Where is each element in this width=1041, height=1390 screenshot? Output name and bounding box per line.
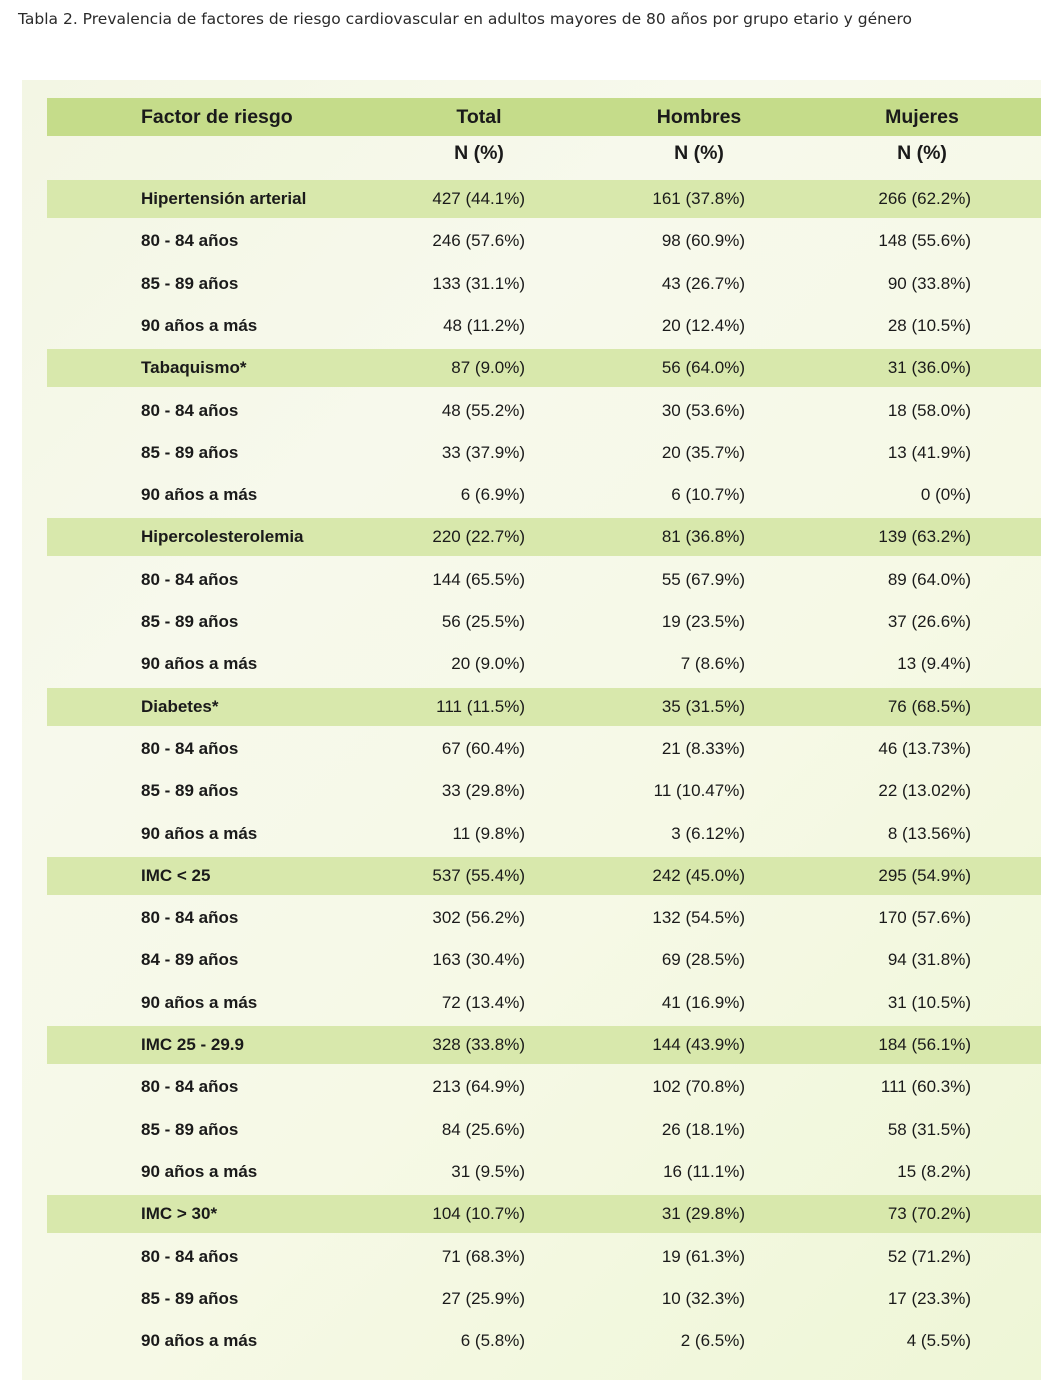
cell-mujeres: 73 (70.2%): [887, 1204, 971, 1224]
cell-hombres: 144 (43.9%): [652, 1035, 745, 1054]
row-label: 80 - 84 años: [141, 1246, 239, 1266]
cell-hombres: 19 (23.5%): [661, 612, 745, 631]
row-label: 90 años a más: [141, 1331, 258, 1351]
cell-total: 67 (60.4%): [441, 738, 525, 758]
cell-total: 71 (68.3%): [441, 1246, 525, 1266]
row-label: IMC 25 - 29.9: [141, 1035, 244, 1054]
group-row: [47, 688, 1041, 726]
unit-total: N (%): [454, 141, 504, 164]
cell-mujeres: 170 (57.6%): [878, 908, 971, 928]
table-row: [47, 476, 1041, 514]
cell-hombres: 69 (28.5%): [661, 950, 745, 970]
table-row: [47, 434, 1041, 472]
row-label: 85 - 89 años: [141, 781, 239, 801]
cell-hombres: 132 (54.5%): [652, 908, 745, 928]
cell-mujeres: 22 (13.02%): [878, 781, 971, 801]
cell-mujeres: 89 (64.0%): [887, 569, 971, 589]
row-label: 90 años a más: [141, 1161, 258, 1181]
table-row: [47, 307, 1041, 345]
cell-hombres: 2 (6.5%): [680, 1331, 745, 1351]
cell-mujeres: 52 (71.2%): [887, 1246, 971, 1266]
cell-mujeres: 31 (36.0%): [887, 358, 971, 378]
cell-hombres: 56 (64.0%): [661, 358, 745, 378]
row-label: 80 - 84 años: [141, 908, 239, 928]
cell-total: 87 (9.0%): [451, 358, 525, 378]
cell-total: 72 (13.4%): [441, 992, 525, 1012]
cell-mujeres: 76 (68.5%): [887, 696, 971, 716]
cell-hombres: 55 (67.9%): [661, 569, 745, 589]
group-row: [47, 1195, 1041, 1233]
cell-total: 31 (9.5%): [451, 1161, 525, 1181]
row-label: 85 - 89 años: [141, 442, 239, 462]
row-label: 85 - 89 años: [141, 273, 239, 293]
cell-mujeres: 15 (8.2%): [897, 1161, 971, 1181]
table-row: [47, 772, 1041, 810]
cell-mujeres: 37 (26.6%): [887, 612, 971, 631]
cell-total: 246 (57.6%): [432, 231, 525, 251]
unit-row: [47, 134, 1041, 172]
cell-mujeres: 18 (58.0%): [887, 400, 971, 420]
table-row: [47, 1280, 1041, 1318]
group-row: [47, 349, 1041, 387]
cell-total: 6 (5.8%): [460, 1331, 525, 1351]
cell-mujeres: 148 (55.6%): [878, 231, 971, 251]
table-row: [47, 899, 1041, 937]
cell-hombres: 10 (32.3%): [661, 1288, 745, 1308]
row-label: 90 años a más: [141, 315, 258, 335]
table-row: [47, 1238, 1041, 1276]
cell-hombres: 102 (70.8%): [652, 1077, 745, 1097]
cell-hombres: 16 (11.1%): [663, 1161, 745, 1181]
cell-mujeres: 94 (31.8%): [887, 950, 971, 970]
row-label: 85 - 89 años: [141, 1288, 239, 1308]
table-row: [47, 265, 1041, 303]
row-label: IMC > 30*: [141, 1204, 218, 1224]
cell-total: 163 (30.4%): [432, 950, 525, 970]
cell-hombres: 98 (60.9%): [661, 231, 745, 251]
row-label: Hipercolesterolemia: [141, 527, 304, 547]
cell-mujeres: 8 (13.56%): [887, 823, 971, 843]
cell-total: 33 (29.8%): [441, 781, 525, 801]
cell-mujeres: 184 (56.1%): [878, 1035, 971, 1054]
unit-hombres: N (%): [674, 141, 724, 164]
cell-hombres: 26 (18.1%): [661, 1119, 745, 1139]
cell-total: 302 (56.2%): [432, 908, 525, 928]
cell-mujeres: 13 (9.4%): [897, 654, 971, 674]
cell-total: 213 (64.9%): [432, 1077, 525, 1097]
row-label: 80 - 84 años: [141, 1077, 239, 1097]
table-row: [47, 561, 1041, 599]
row-label: 90 años a más: [141, 992, 258, 1012]
cell-total: 427 (44.1%): [432, 189, 525, 208]
row-label: 90 años a más: [141, 654, 258, 674]
header-factor: Factor de riesgo: [141, 105, 293, 128]
cell-hombres: 35 (31.5%): [661, 696, 745, 716]
unit-mujeres: N (%): [897, 141, 947, 164]
header-row: [47, 98, 1041, 136]
row-label: 80 - 84 años: [141, 569, 239, 589]
cell-hombres: 3 (6.12%): [671, 823, 745, 843]
group-row: [47, 857, 1041, 895]
group-row: [47, 180, 1041, 218]
cell-hombres: 242 (45.0%): [652, 865, 745, 885]
cell-hombres: 11 (10.47%): [653, 781, 745, 801]
cell-mujeres: 58 (31.5%): [887, 1119, 971, 1139]
header-total: Total: [456, 105, 502, 128]
row-label: 85 - 89 años: [141, 612, 239, 631]
cell-hombres: 20 (35.7%): [661, 442, 745, 462]
cell-total: 133 (31.1%): [432, 273, 525, 293]
cell-hombres: 31 (29.8%): [661, 1204, 745, 1224]
cell-hombres: 43 (26.7%): [661, 273, 745, 293]
table-row: [47, 815, 1041, 853]
row-label: Diabetes*: [141, 696, 219, 716]
cell-mujeres: 31 (10.5%): [887, 992, 971, 1012]
cell-hombres: 7 (8.6%): [680, 654, 745, 674]
cell-mujeres: 28 (10.5%): [887, 315, 971, 335]
table-row: [47, 645, 1041, 683]
cell-mujeres: 17 (23.3%): [887, 1288, 971, 1308]
cell-total: 111 (11.5%): [436, 696, 525, 716]
cell-mujeres: 13 (41.9%): [887, 442, 971, 462]
cell-mujeres: 266 (62.2%): [878, 189, 971, 208]
cell-total: 48 (11.2%): [443, 315, 525, 335]
cell-hombres: 161 (37.8%): [652, 189, 745, 208]
cell-hombres: 21 (8.33%): [661, 738, 745, 758]
cell-total: 56 (25.5%): [441, 612, 525, 631]
cell-mujeres: 4 (5.5%): [906, 1331, 971, 1351]
table-row: [47, 1111, 1041, 1149]
cell-mujeres: 139 (63.2%): [878, 527, 971, 547]
cell-total: 33 (37.9%): [441, 442, 525, 462]
row-label: Hipertensión arterial: [141, 189, 307, 208]
row-label: 85 - 89 años: [141, 1119, 239, 1139]
table-row: [47, 392, 1041, 430]
row-label: 80 - 84 años: [141, 231, 239, 251]
cell-total: 48 (55.2%): [441, 400, 525, 420]
cell-hombres: 6 (10.7%): [671, 485, 745, 505]
cell-mujeres: 0 (0%): [920, 485, 971, 505]
cell-hombres: 30 (53.6%): [661, 400, 745, 420]
cell-hombres: 41 (16.9%): [661, 992, 745, 1012]
table-row: [47, 730, 1041, 768]
cell-total: 144 (65.5%): [432, 569, 525, 589]
table-caption: Tabla 2. Prevalencia de factores de riesgo cardiovascular en adultos mayores de 80 años por grupo etario y género: [18, 10, 912, 28]
cell-total: 27 (25.9%): [441, 1288, 525, 1308]
table-row: [47, 1068, 1041, 1106]
row-label: Tabaquismo*: [141, 358, 247, 378]
cell-total: 84 (25.6%): [441, 1119, 525, 1139]
row-label: IMC < 25: [141, 865, 211, 885]
cell-mujeres: 111 (60.3%): [880, 1077, 971, 1097]
cell-total: 328 (33.8%): [432, 1035, 525, 1054]
table-row: [47, 603, 1041, 641]
cell-total: 6 (6.9%): [460, 485, 525, 505]
group-row: [47, 1026, 1041, 1064]
cell-hombres: 20 (12.4%): [661, 315, 745, 335]
table-row: [47, 1153, 1041, 1191]
table-row: [47, 1322, 1041, 1360]
cell-total: 11 (9.8%): [452, 823, 525, 843]
group-row: [47, 518, 1041, 556]
header-mujeres: Mujeres: [885, 105, 959, 128]
cell-mujeres: 295 (54.9%): [878, 865, 971, 885]
row-label: 90 años a más: [141, 485, 258, 505]
row-label: 80 - 84 años: [141, 738, 239, 758]
header-hombres: Hombres: [656, 105, 742, 128]
row-label: 90 años a más: [141, 823, 258, 843]
cell-total: 220 (22.7%): [432, 527, 525, 547]
cell-mujeres: 90 (33.8%): [887, 273, 971, 293]
cell-total: 104 (10.7%): [432, 1204, 525, 1224]
cell-hombres: 81 (36.8%): [661, 527, 745, 547]
table-row: [47, 984, 1041, 1022]
cell-hombres: 19 (61.3%): [661, 1246, 745, 1266]
cell-total: 537 (55.4%): [432, 865, 525, 885]
cell-mujeres: 46 (13.73%): [878, 738, 971, 758]
table-row: [47, 222, 1041, 260]
cell-total: 20 (9.0%): [451, 654, 525, 674]
table-row: [47, 941, 1041, 979]
row-label: 84 - 89 años: [141, 950, 239, 970]
row-label: 80 - 84 años: [141, 400, 239, 420]
